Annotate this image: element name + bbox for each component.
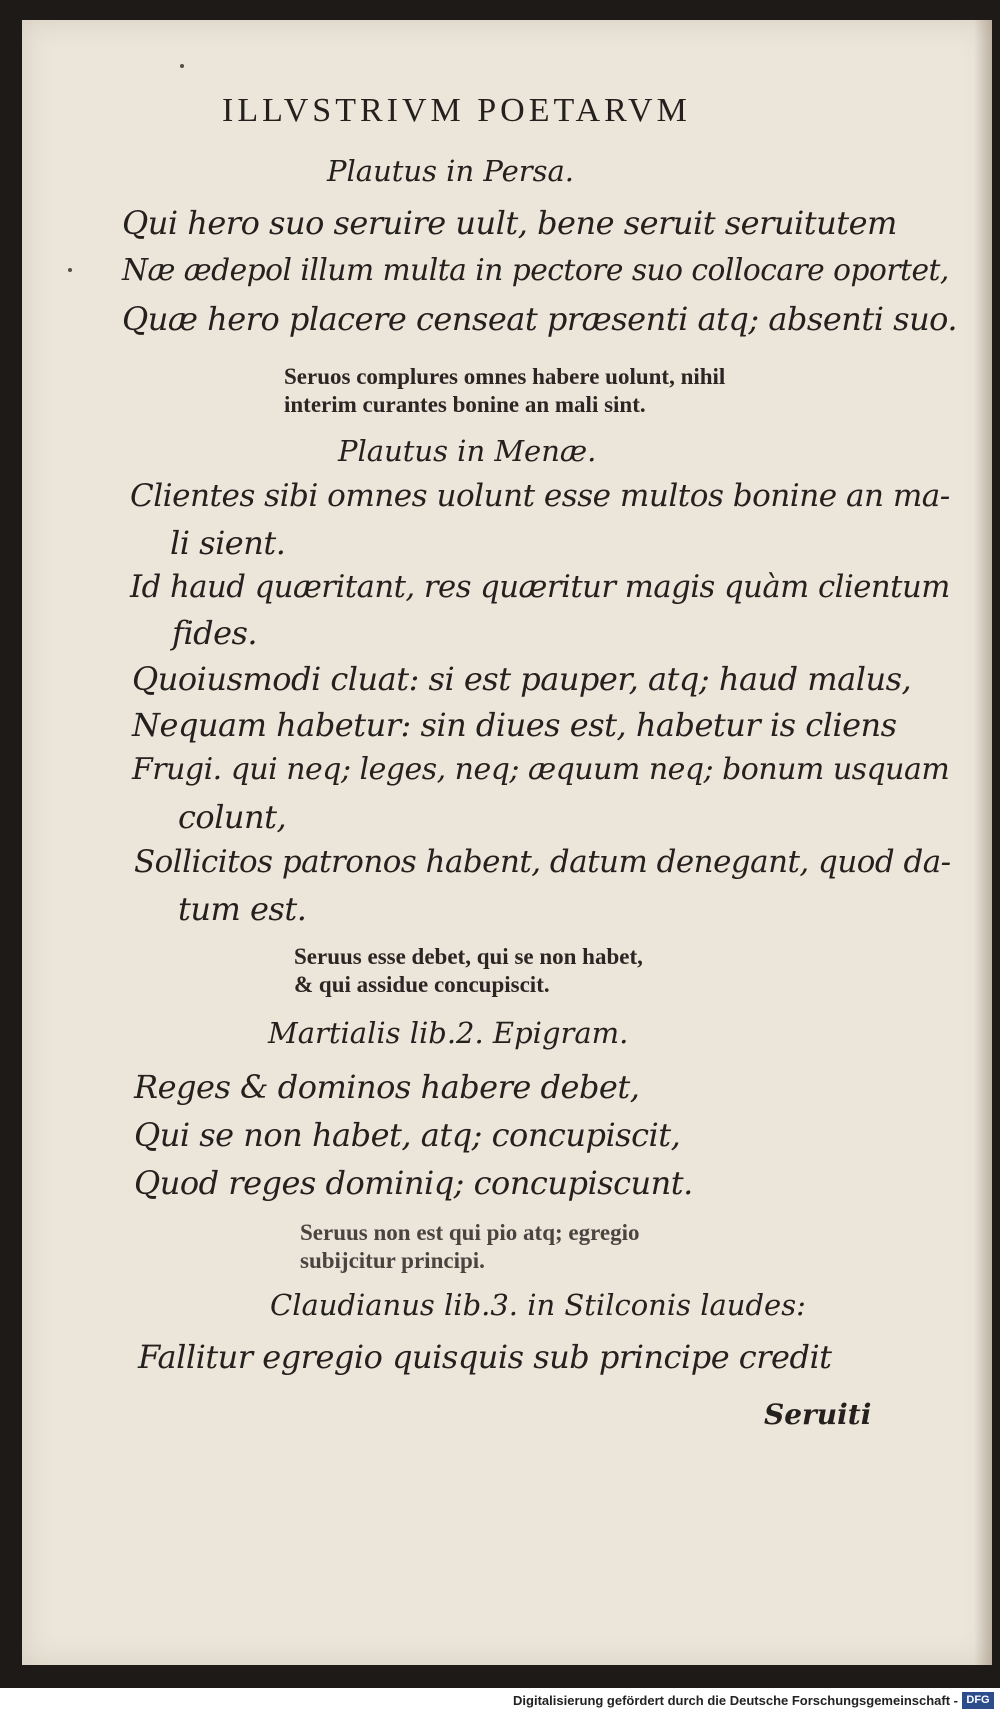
dfg-logo: DFG [962,1692,994,1709]
marginal-note: subijcitur principi. [300,1248,485,1273]
source-heading: Plautus in Persa. [327,154,574,188]
ink-speck [180,64,184,68]
verse-line: Qui se non habet, atq; concupiscit, [134,1116,681,1154]
digitization-footer [0,1688,1000,1715]
verse-line: Sollicitos patronos habent, datum denegant, quod da- [134,844,951,880]
verse-line: Fallitur egregio quisquis sub principe credit [138,1338,832,1376]
verse-line: tum est. [178,890,307,928]
verse-line: Næ ædepol illum multa in pectore suo collocare oportet, [122,252,949,287]
verse-line: Quod reges dominiq; concupiscunt. [134,1164,693,1202]
book-page [22,20,992,1665]
catchword: Seruiti [764,1398,872,1431]
verse-line: Clientes sibi omnes uolunt esse multos bonine an ma- [130,478,950,514]
verse-line: fides. [172,614,258,652]
marginal-note: Seruos complures omnes habere uolunt, nihil [284,364,726,389]
verse-line: Quæ hero placere censeat præsenti atq; absenti suo. [122,300,958,338]
verse-line: Frugi. qui neq; leges, neq; æquum neq; bonum usquam [132,752,950,787]
verse-line: Id haud quæritant, res quæritur magis quàm clientum [130,570,950,605]
verse-line: Reges & dominos habere debet, [134,1068,640,1106]
running-head: ILLVSTRIVM POETARVM [222,92,691,129]
source-heading: Plautus in Menæ. [338,434,597,468]
marginal-note: Seruus esse debet, qui se non habet, [294,944,643,969]
verse-line: Nequam habetur: sin diues est, habetur is cliens [132,706,897,744]
verse-line: colunt, [178,798,287,836]
funding-credit: Digitalisierung gefördert durch die Deutsche Forschungsgemeinschaft - [513,1693,958,1708]
marginal-note: Seruus non est qui pio atq; egregio [300,1220,640,1245]
marginal-note: & qui assidue concupiscit. [294,972,550,997]
source-heading: Martialis lib.2. Epigram. [268,1016,629,1050]
source-heading: Claudianus lib.3. in Stilconis laudes: [270,1288,806,1322]
verse-line: Quoiusmodi cluat: si est pauper, atq; haud malus, [132,660,912,698]
ink-speck [68,268,72,272]
marginal-note: interim curantes bonine an mali sint. [284,392,646,417]
page-gutter-shadow [974,20,992,1665]
verse-line: Qui hero suo seruire uult, bene seruit seruitutem [122,204,897,242]
verse-line: li sient. [170,524,286,562]
